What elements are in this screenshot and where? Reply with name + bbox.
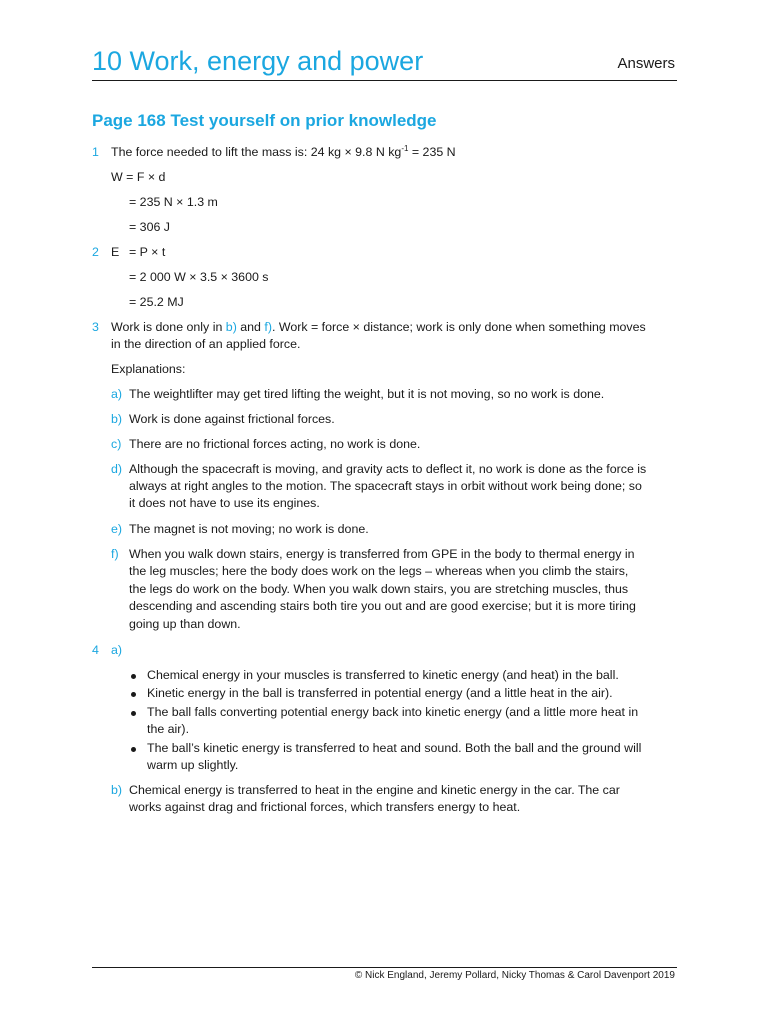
q3-intro-line — [111, 319, 646, 336]
q3-intro-post: . Work = force × distance; work is only done when something moves — [271, 320, 646, 334]
q3-item-e-text: The magnet is not moving; no work is done. — [129, 522, 369, 536]
section-heading: Page 168 Test yourself on prior knowledge — [92, 111, 437, 130]
q3-item-f-text-4: descending and ascending stairs both tire you out and are good exercise; but it is more tiring — [129, 599, 636, 613]
q4-bullet-4-line-2: warm up slightly. — [147, 758, 239, 772]
q1-statement-post: = 235 N — [408, 145, 456, 159]
q3-item-d-text-3: it does not have to use its engines. — [129, 496, 320, 510]
q3-item-d-text-2: always at right angles to the motion. The spacecraft stays in orbit without work being done; so — [129, 479, 642, 493]
q3-item-label-a: a) — [111, 387, 123, 401]
q4-part-label-a: a) — [111, 643, 123, 657]
q3-item-label-c: c) — [111, 437, 122, 451]
answers-label: Answers — [617, 55, 675, 72]
question-number-2: 2 — [92, 245, 99, 259]
q4-b-text-2: works against drag and frictional forces, which transfers energy to heat. — [129, 800, 521, 814]
q3-intro-and: and — [236, 320, 265, 334]
q3-item-c-text: There are no frictional forces acting, no work is done. — [129, 437, 421, 451]
q3-item-a-text: The weightlifter may get tired lifting the weight, but it is not moving, so no work is done. — [129, 387, 605, 401]
q3-item-f-text-2: the leg muscles; here the body does work on the legs – whereas when you climb the stairs, — [129, 564, 629, 578]
q4-bullet-4-line-1: The ball’s kinetic energy is transferred to heat and sound. Both the ball and the ground will — [147, 741, 642, 755]
q3-item-d-text-1: Although the spacecraft is moving, and gravity acts to deflect it, no work is done as the force is — [129, 462, 647, 476]
question-number-4: 4 — [92, 643, 99, 657]
q3-intro-ref-b: b) — [225, 320, 237, 334]
question-number-1: 1 — [92, 145, 99, 159]
bullet-dot — [131, 692, 136, 697]
q3-item-label-d: d) — [111, 462, 123, 476]
q4-bullet-2: Kinetic energy in the ball is transferred in potential energy (and a little heat in the air). — [147, 686, 613, 700]
q1-calc-line: = 235 N × 1.3 m — [129, 195, 218, 209]
question-number-3: 3 — [92, 320, 99, 334]
q3-explanations-label: Explanations: — [111, 362, 186, 376]
copyright-notice: © Nick England, Jeremy Pollard, Nicky Thomas & Carol Davenport 2019 — [354, 970, 675, 981]
bullet-dot — [131, 674, 136, 679]
q3-item-label-e: e) — [111, 522, 123, 536]
q1-statement-sup: -1 — [401, 143, 409, 153]
header-divider — [92, 80, 677, 81]
q4-bullet-3-line-1: The ball falls converting potential energy back into kinetic energy (and a little more heat in — [147, 705, 639, 719]
q3-item-f-text-1: When you walk down stairs, energy is transferred from GPE in the body to thermal energy in — [129, 547, 635, 561]
q2-result: = 25.2 MJ — [129, 295, 184, 309]
q2-calc-line: = 2 000 W × 3.5 × 3600 s — [129, 270, 269, 284]
q3-intro-pre: Work is done only in — [111, 320, 226, 334]
q2-energy-symbol: E — [111, 245, 120, 259]
q3-intro-line-2: in the direction of an applied force. — [111, 337, 301, 351]
q1-work-equation: W = F × d — [111, 170, 166, 184]
q4-part-label-b: b) — [111, 783, 123, 797]
q1-result: = 306 J — [129, 220, 170, 234]
bullet-dot — [131, 711, 136, 716]
bullet-dot — [131, 747, 136, 752]
q1-statement — [111, 144, 456, 161]
q4-b-text-1: Chemical energy is transferred to heat in the engine and kinetic energy in the car. The car — [129, 783, 620, 797]
q3-item-f-text-3: the legs do work on the body. When you walk down stairs, you are stretching muscles, thus — [129, 582, 629, 596]
q2-energy-equation: = P × t — [129, 245, 166, 259]
q4-bullet-1: Chemical energy in your muscles is transferred to kinetic energy (and heat) in the ball. — [147, 668, 619, 682]
chapter-title: 10 Work, energy and power — [92, 46, 424, 76]
q3-intro-ref-f: f) — [264, 320, 272, 334]
q3-item-b-text: Work is done against frictional forces. — [129, 412, 335, 426]
page-header — [92, 44, 677, 80]
q3-item-label-f: f) — [111, 547, 119, 561]
q1-statement-pre: The force needed to lift the mass is: 24 kg × 9.8 N kg — [111, 145, 402, 159]
footer-divider — [92, 967, 677, 968]
q3-item-label-b: b) — [111, 412, 123, 426]
q3-item-f-text-5: going up than down. — [129, 617, 241, 631]
q4-bullet-3-line-2: the air). — [147, 722, 190, 736]
